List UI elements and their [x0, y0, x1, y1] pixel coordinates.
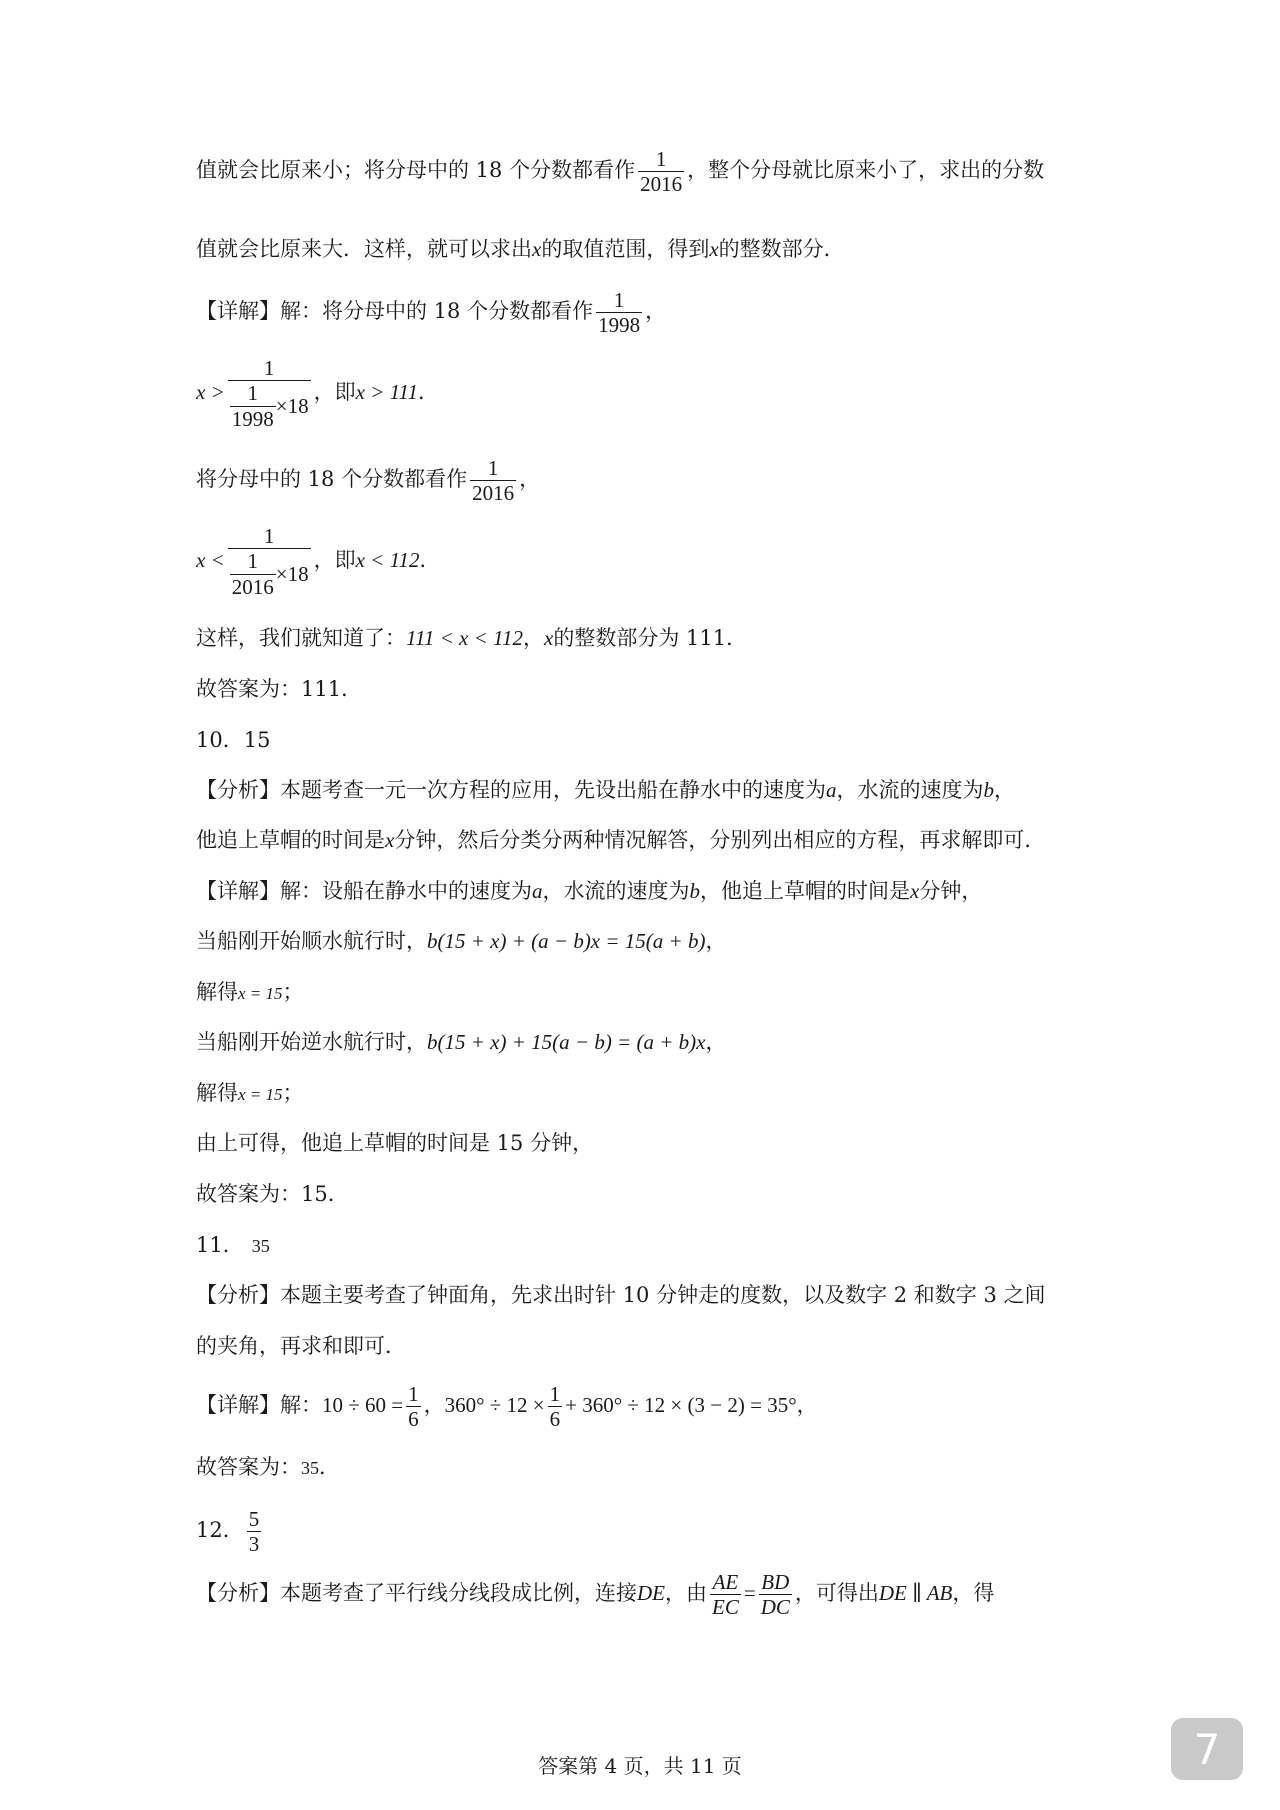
analysis-line: 他追上草帽的时间是x分钟，然后分类分两种情况解答，分别列出相应的方程，再求解即可．	[196, 828, 1046, 852]
question-header: 12． $\frac{5}{3}$	[196, 1506, 260, 1556]
paragraph-line	[196, 146, 1044, 194]
detail-line: 解得x = 15；	[196, 1081, 304, 1105]
detail-line: 解得x = 15；	[196, 980, 304, 1004]
fraction: $\frac{1}{1998}$	[598, 287, 641, 337]
page-footer: 答案第 4 页，共 11 页	[538, 1754, 742, 1778]
detail-line: 这样，我们就知道了：111 < x < 112，x的整数部分为 111．	[196, 626, 748, 650]
detail-line: 当船刚开始逆水航行时，b(15 + x) + 15(a − b) = (a + b)x，	[196, 1030, 727, 1054]
analysis-label: 【分析】	[196, 1581, 280, 1605]
detail-line: 【详解】解：设船在静水中的速度为a，水流的速度为b，他追上草帽的时间是x分钟，	[196, 879, 983, 903]
fraction: $\frac{5}{3}$	[248, 1506, 260, 1556]
fraction: $\frac{1}{6}$	[549, 1381, 561, 1431]
detail-line: 当船刚开始顺水航行时，b(15 + x) + (a − b)x = 15(a + b)，	[196, 929, 727, 953]
analysis-line: 【分析】本题主要考查了钟面角，先求出时针 10 分钟走的度数，以及数字 2 和数字 3 之间	[196, 1283, 1046, 1307]
text: 值就会比原来小；将分母中的 18 个分数都看作	[196, 158, 636, 182]
fraction: $\frac{1}{2016}$	[640, 146, 683, 196]
paragraph-line: 值就会比原来大．这样，就可以求出x的取值范围，得到x的整数部分．	[196, 237, 845, 261]
text: ，整个分母就比原来小了，求出的分数	[687, 158, 1045, 182]
question-header: 10．15	[196, 728, 271, 752]
page-number-badge: 7	[1171, 1718, 1243, 1780]
compound-fraction: 1 $\frac{1}{2016}$ ×18	[228, 524, 311, 598]
analysis-label: 【分析】	[196, 778, 280, 802]
question-header: 11． 35	[196, 1233, 270, 1257]
detail-line: 将分母中的 18 个分数都看作 $\frac{1}{2016}$ ，	[196, 455, 541, 505]
fraction: $\frac{1}{2016}$	[472, 455, 515, 505]
answer-line: 故答案为：35．	[196, 1455, 340, 1479]
fraction: $\frac{1}{6}$	[408, 1381, 419, 1431]
detail-line: 由上可得，他追上草帽的时间是 15 分钟，	[196, 1131, 594, 1155]
math-line: x > 1 $\frac{1}{1998}$ ×18 ，即x > 111．	[196, 356, 439, 431]
analysis-label: 【分析】	[196, 1283, 280, 1307]
fraction: $\frac{AE}{EC}$	[712, 1569, 739, 1619]
detail-label: 【详解】	[196, 1393, 280, 1417]
compound-fraction: 1 $\frac{1}{1998}$ ×18	[228, 356, 311, 430]
answer-line: 故答案为：111．	[196, 677, 363, 701]
math-line: x < 1 $\frac{1}{2016}$ ×18 ，即x < 112．	[196, 524, 441, 599]
answer-line: 故答案为：15．	[196, 1182, 349, 1206]
analysis-line: 【分析】本题考查一元一次方程的应用，先设出船在静水中的速度为a，水流的速度为b，	[196, 778, 1015, 802]
detail-line: 【详解】解：将分母中的 18 个分数都看作 $\frac{1}{1998}$ ，	[196, 287, 667, 337]
detail-label: 【详解】	[196, 879, 280, 903]
analysis-line: 【分析】本题考查了平行线分线段成比例，连接DE，由 $\frac{AE}{EC}$ = $\frac{BD}{DC}$ ，可得出DE ∥ AB，得	[196, 1569, 995, 1619]
analysis-line: 的夹角，再求和即可．	[196, 1334, 406, 1358]
detail-label: 【详解】	[196, 299, 280, 323]
fraction: $\frac{BD}{DC}$	[760, 1569, 790, 1619]
detail-line: 【详解】解：10 ÷ 60 = $\frac{1}{6}$ ，360° ÷ 12 × $\frac{1}{6}$ + 360° ÷ 12 × (3 − 2) = 35°，	[196, 1381, 818, 1431]
